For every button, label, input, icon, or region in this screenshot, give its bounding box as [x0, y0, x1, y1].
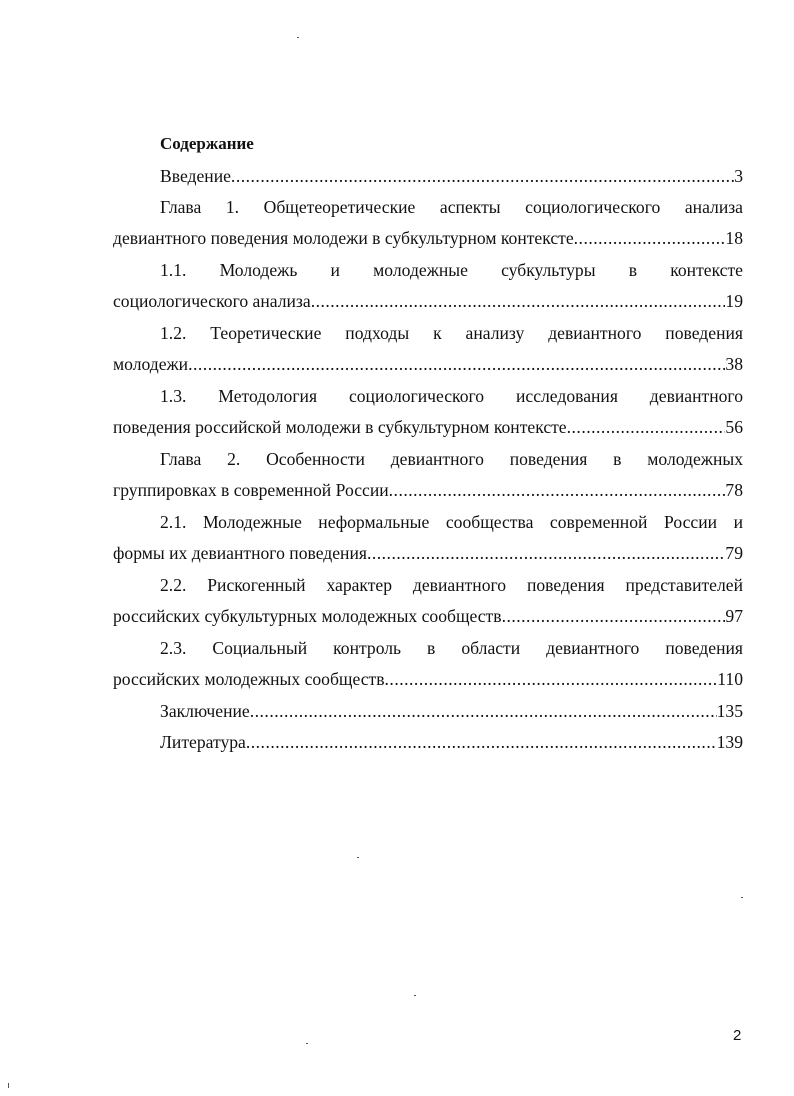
toc-entry-page: 78: [725, 480, 743, 500]
toc-entry-section-1-1: 1.1. Молодежь и молодежные субкультуры в контексте: [160, 260, 743, 280]
toc-entry-page: 18: [725, 228, 743, 248]
toc-entry-label: девиантного поведения молодежи в субкультурном контексте: [113, 228, 574, 248]
toc-entry-label: формы их девиантного поведения: [113, 543, 367, 563]
toc-entry-section-1-2-cont: [113, 352, 743, 376]
toc-entry-section-2-3: 2.3. Социальный контроль в области девиантного поведения: [160, 638, 743, 658]
toc-entry-section-2-2-cont: [113, 604, 743, 628]
toc-entry-page: 135: [716, 701, 743, 721]
scan-speck: [297, 37, 299, 38]
toc-entry-page: 139: [716, 732, 743, 752]
toc-entry-label: социологического анализа: [113, 291, 311, 311]
toc-entry-label: поведения российской молодежи в субкультурном контексте: [113, 417, 567, 437]
toc-entry-conclusion: [113, 699, 743, 723]
toc-entry-label: группировках в современной России: [113, 480, 389, 500]
dot-leader: [311, 289, 726, 313]
toc-entry-section-2-1-cont: [113, 541, 743, 565]
toc-entry-intro: [113, 164, 743, 188]
page-number: 2: [733, 1027, 742, 1044]
toc-entry-page: 56: [725, 417, 743, 437]
dot-leader: [367, 541, 725, 565]
toc-entry-literature: [113, 730, 743, 754]
toc-entry-page: 110: [717, 669, 743, 689]
dot-leader: [231, 164, 734, 188]
toc-entry-chapter-1-cont: [113, 226, 743, 250]
toc-entry-label: Литература: [160, 732, 246, 752]
dot-leader: [502, 604, 726, 628]
dot-leader: [246, 730, 717, 754]
scan-speck: [8, 1083, 9, 1088]
toc-entry-section-2-2: 2.2. Рискогенный характер девиантного поведения представителей: [160, 575, 743, 595]
toc-entry-label: российских молодежных сообществ: [113, 669, 385, 689]
toc-entry-label: молодежи: [113, 354, 189, 374]
toc-entry-page: 3: [734, 166, 743, 186]
toc-entry-label: российских субкультурных молодежных сообществ: [113, 606, 502, 626]
dot-leader: [567, 415, 726, 439]
toc-entry-label: Заключение: [160, 701, 250, 721]
toc-entry-page: 97: [725, 606, 743, 626]
toc-entry-section-2-3-cont: [113, 667, 743, 691]
toc-entry-chapter-2: Глава 2. Особенности девиантного поведения в молодежных: [160, 449, 743, 469]
scan-speck: [306, 1043, 308, 1044]
toc-entry-section-1-3-cont: [113, 415, 743, 439]
toc-entry-section-2-1: 2.1. Молодежные неформальные сообщества современной России и: [160, 512, 743, 532]
toc-entry-page: 19: [725, 291, 743, 311]
dot-leader: [250, 699, 717, 723]
dot-leader: [385, 667, 718, 691]
dot-leader: [389, 478, 726, 502]
toc-entry-label: Введение: [160, 166, 231, 186]
toc-entry-section-1-2: 1.2. Теоретические подходы к анализу девиантного поведения: [160, 323, 743, 343]
scan-speck: [357, 857, 359, 858]
toc-entry-page: 38: [725, 354, 743, 374]
dot-leader: [188, 352, 725, 376]
scan-speck: [414, 995, 416, 996]
toc-entry-chapter-1: Глава 1. Общетеоретические аспекты социологического анализа: [160, 197, 743, 217]
toc-entry-page: 79: [725, 543, 743, 563]
scan-speck: [741, 897, 743, 898]
dot-leader: [574, 226, 726, 250]
toc-entry-section-1-1-cont: [113, 289, 743, 313]
toc-entry-chapter-2-cont: [113, 478, 743, 502]
toc-title: Содержание: [160, 134, 254, 153]
toc-entry-section-1-3: 1.3. Методология социологического исследования девиантного: [160, 386, 743, 406]
